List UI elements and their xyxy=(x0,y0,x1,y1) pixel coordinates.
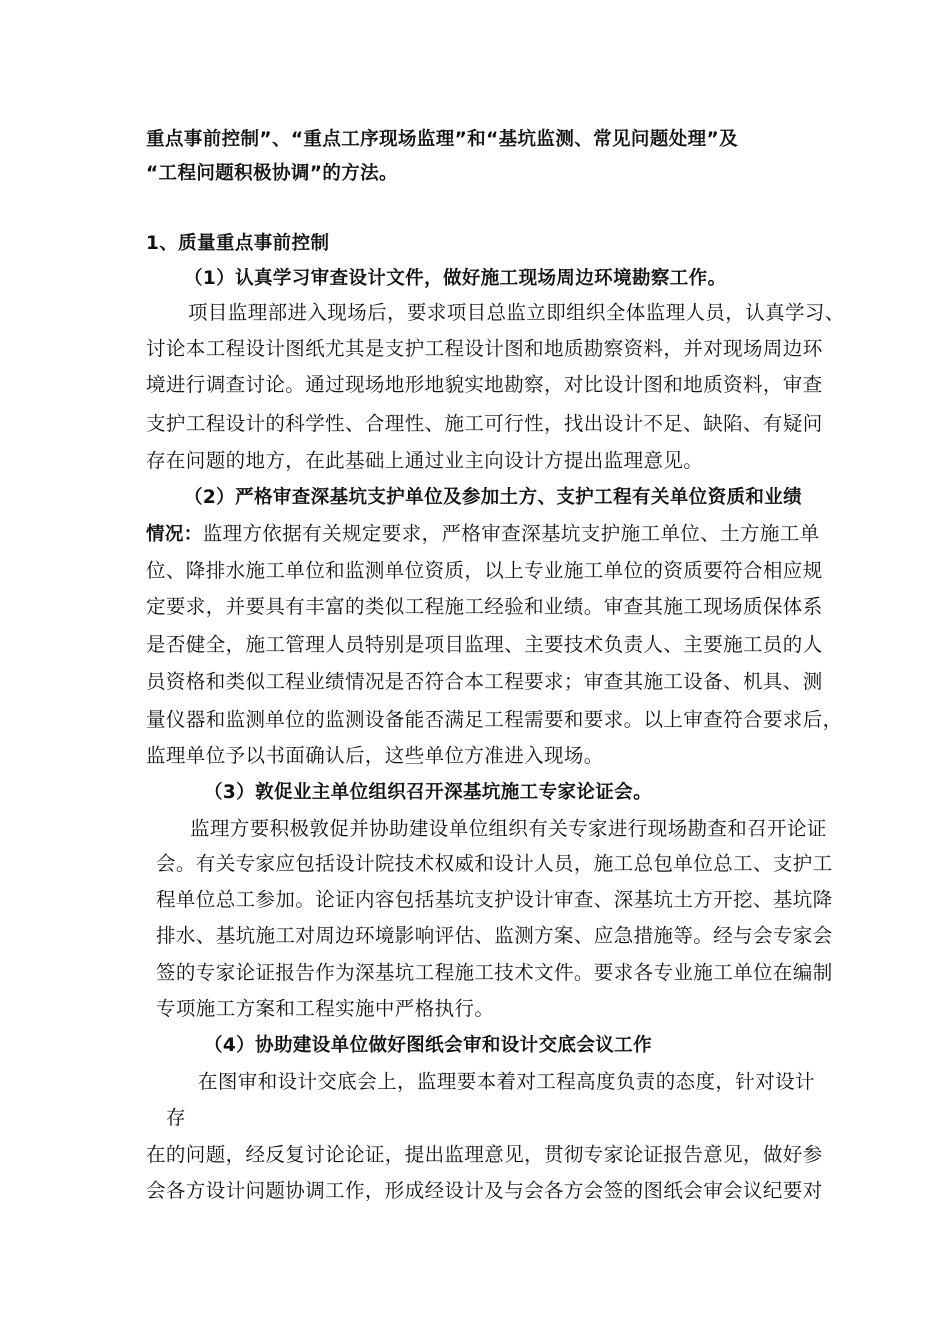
item1-line-2: 讨论本工程设计图纸尤其是支护工程设计图和地质勘察资料，并对现场周边环 xyxy=(146,337,823,360)
item4-line-3: 在的问题，经反复讨论论证，提出监理意见，贯彻专家论证报告意见，做好参 xyxy=(146,1143,823,1166)
item2-heading-line-2 xyxy=(146,519,820,550)
item3-heading: （3）敦促业主单位组织召开深基坑施工专家论证会。 xyxy=(204,782,652,803)
item2-heading-bold: 情况： xyxy=(146,524,203,545)
item1-heading: （1）认真学习审查设计文件，做好施工现场周边环境勘察工作。 xyxy=(184,268,727,289)
item4-line-4: 会各方设计问题协调工作，形成经设计及与会各方会签的图纸会审会议纪要对 xyxy=(146,1179,823,1202)
intro-line-2: “工程问题积极协调”的方法。 xyxy=(146,163,398,184)
item2-line-5: 量仪器和监测单位的监测设备能否满足工程需要和要求。以上审查符合要求后， xyxy=(146,708,843,731)
item2-heading-line-1: （2）严格审查深基坑支护单位及参加土方、支护工程有关单位资质和业绩 xyxy=(184,487,803,508)
item3-line-3: 程单位总工参加。论证内容包括基坑支护设计审查、深基坑土方开挖、基坑降 xyxy=(156,888,833,911)
item2-line-3: 是否健全，施工管理人员特别是项目监理、主要技术负责人、主要施工员的人 xyxy=(146,633,823,656)
section-title: 1、质量重点事前控制 xyxy=(146,233,330,254)
item3-line-5: 签的专家论证报告作为深基坑工程施工技术文件。要求各专业施工单位在编制 xyxy=(156,961,833,984)
item4-line-2: 存 xyxy=(166,1106,186,1129)
item1-line-5: 存在问题的地方，在此基础上通过业主向设计方提出监理意见。 xyxy=(146,449,704,472)
item2-line-6: 监理单位予以书面确认后，这些单位方准进入现场。 xyxy=(146,744,604,767)
intro-line-1: 重点事前控制”、“重点工序现场监理”和“基坑监测、常见问题处理”及 xyxy=(146,129,738,150)
item3-line-2: 会。有关专家应包括设计院技术权威和设计人员，施工总包单位总工、支护工 xyxy=(156,852,833,875)
item4-heading: （4）协助建设单位做好图纸会审和设计交底会议工作 xyxy=(204,1035,652,1056)
item2-heading-rest: 监理方依据有关规定要求，严格审查深基坑支护施工单位、土方施工单 xyxy=(202,522,820,545)
item3-line-6: 专项施工方案和工程实施中严格执行。 xyxy=(156,997,495,1020)
item2-line-1: 位、降排水施工单位和监测单位资质，以上专业施工单位的资质要符合相应规 xyxy=(146,559,823,582)
item4-line-1: 在图审和设计交底会上，监理要本着对工程高度负责的态度，针对设计 xyxy=(198,1070,815,1093)
item1-line-1: 项目监理部进入现场后，要求项目总监立即组织全体监理人员，认真学习、 xyxy=(188,301,845,324)
item3-line-1: 监理方要积极敦促并协助建设单位组织有关专家进行现场勘查和召开论证 xyxy=(190,817,827,840)
item1-line-4: 支护工程设计的科学性、合理性、施工可行性，找出设计不足、缺陷、有疑问 xyxy=(146,412,823,435)
item2-line-4: 员资格和类似工程业绩情况是否符合本工程要求；审查其施工设备、机具、测 xyxy=(146,670,823,693)
item2-line-2: 定要求，并要具有丰富的类似工程施工经验和业绩。审查其施工现场质保体系 xyxy=(146,595,823,618)
item3-line-4: 排水、基坑施工对周边环境影响评估、监测方案、应急措施等。经与会专家会 xyxy=(156,924,833,947)
item1-line-3: 境进行调查讨论。通过现场地形地貌实地勘察，对比设计图和地质资料，审查 xyxy=(146,373,823,396)
